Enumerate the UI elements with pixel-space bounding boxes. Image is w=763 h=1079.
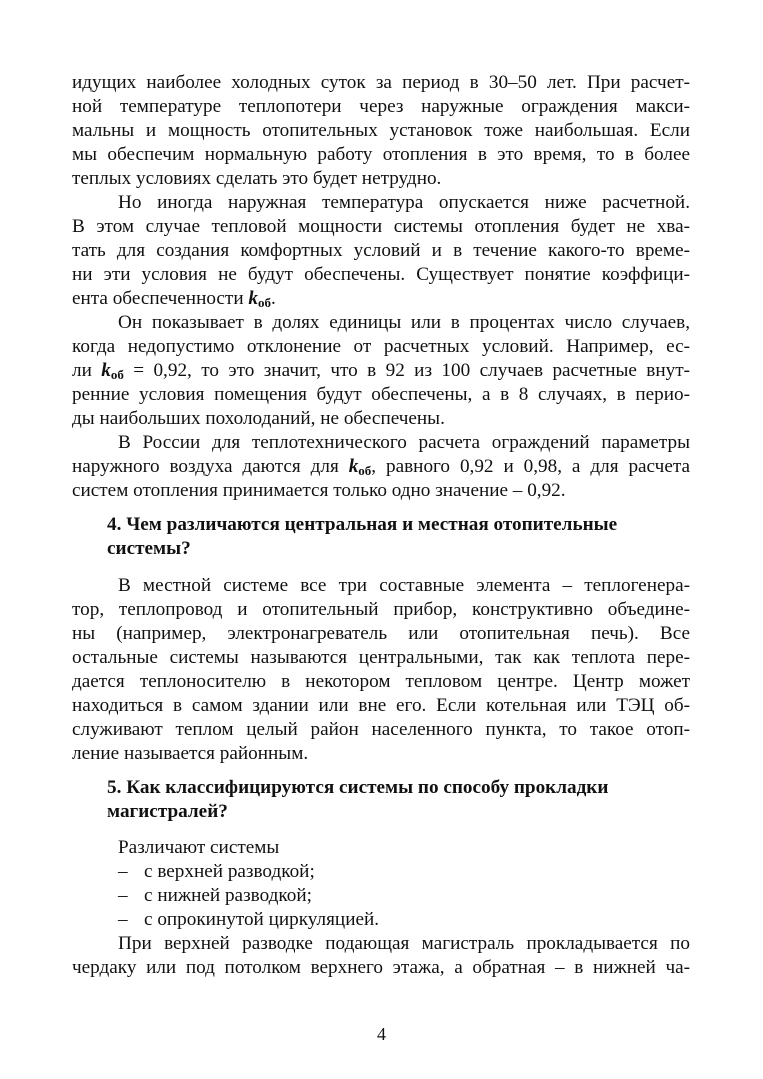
- k-ob-symbol: $k_{об}$: [348, 456, 372, 478]
- dash-bullet: –: [118, 909, 128, 930]
- text-line: [72, 287, 690, 311]
- text-line: [72, 359, 690, 383]
- k-ob-symbol: $k_{об}$: [101, 360, 124, 382]
- section-heading-5: 5. Как классифицируются системы по способу прокладки: [107, 777, 609, 798]
- text-line: тор, теплопровод и отопительный прибор, конструктивно объедине-: [72, 599, 690, 620]
- text-line: мальны и мощность отопительных установок тоже наибольшая. Если: [72, 120, 690, 141]
- text-line: мы обеспечим нормальную работу отопления в это время, то в более: [72, 144, 690, 165]
- section-heading-5-cont: магистралей?: [107, 801, 228, 822]
- k-ob-symbol: $k_{об}$: [248, 288, 271, 310]
- text-line: теплых условиях сделать это будет нетрудно.: [72, 168, 442, 189]
- text-line: тать для создания комфортных условий и в течение какого-то време-: [72, 240, 690, 261]
- paragraph-first-line: При верхней разводке подающая магистраль прокладывается по: [118, 933, 690, 954]
- section-heading-4-cont: системы?: [107, 538, 191, 559]
- text-line: ды наибольших похолоданий, не обеспечены.: [72, 408, 445, 429]
- list-item-text: с верхней разводкой;: [144, 861, 315, 882]
- text-fragment: ента обеспеченности: [72, 288, 249, 309]
- text-line: ренние условия помещения будут обеспечены, а в 8 случаях, в перио-: [72, 384, 690, 405]
- text-fragment: наружного воздуха даются для: [72, 456, 349, 477]
- text-line: служивают теплом целый район населенного пункта, то такое отоп-: [72, 719, 690, 740]
- list-item: [118, 884, 690, 908]
- list-item-text: с нижней разводкой;: [144, 885, 312, 906]
- page-number: 4: [377, 1024, 386, 1044]
- text-line: ны (например, электронагреватель или отопительная печь). Все: [72, 623, 690, 644]
- list-item-text: с опрокинутой циркуляцией.: [144, 909, 380, 930]
- text-fragment: , равного 0,92 и 0,98, а для расчета: [371, 456, 690, 477]
- text-line: В этом случае тепловой мощности системы отопления будет не хва-: [72, 216, 690, 237]
- paragraph-first-line: Но иногда наружная температура опускается ниже расчетной.: [118, 192, 690, 213]
- dash-bullet: –: [118, 861, 128, 882]
- list-item: [118, 860, 690, 884]
- text-line: чердаку или под потолком верхнего этажа, а обратная – в нижней ча-: [72, 957, 690, 978]
- text-line: ной температуре теплопотери через наружные ограждения макси-: [72, 96, 690, 117]
- text-line: находиться в самом здании или вне его. Если котельная или ТЭЦ об-: [72, 695, 690, 716]
- text-line: остальные системы называются центральными, так как теплота пере-: [72, 647, 690, 668]
- text-fragment: = 0,92, то это значит, что в 92 из 100 случаев расчетные внут-: [123, 360, 691, 381]
- paragraph-first-line: В местной системе все три составные элемента – теплогенера-: [118, 575, 690, 596]
- paragraph-first-line: Он показывает в долях единицы или в процентах число случаев,: [118, 312, 690, 333]
- text-line: когда недопустимо отклонение от расчетных условий. Например, ес-: [72, 336, 690, 357]
- paragraph-first-line: В России для теплотехнического расчета ограждений параметры: [118, 432, 690, 453]
- paragraph-first-line: Различают системы: [118, 837, 280, 858]
- text-line: ни эти условия не будут обеспечены. Существует понятие коэффици-: [72, 264, 690, 285]
- list-item: [118, 908, 690, 932]
- text-fragment: .: [270, 288, 276, 309]
- dash-bullet: –: [118, 885, 128, 906]
- text-line: дается теплоносителю в некотором тепловом центре. Центр может: [72, 671, 690, 692]
- text-line: [72, 455, 690, 479]
- section-heading-4: 4. Чем различаются центральная и местная отопительные: [107, 514, 618, 535]
- text-line: систем отопления принимается только одно значение – 0,92.: [72, 480, 566, 501]
- text-line: ление называется районным.: [72, 743, 309, 764]
- text-fragment: ли: [72, 360, 102, 381]
- text-line: идущих наиболее холодных суток за период в 30–50 лет. При расчет-: [72, 72, 690, 93]
